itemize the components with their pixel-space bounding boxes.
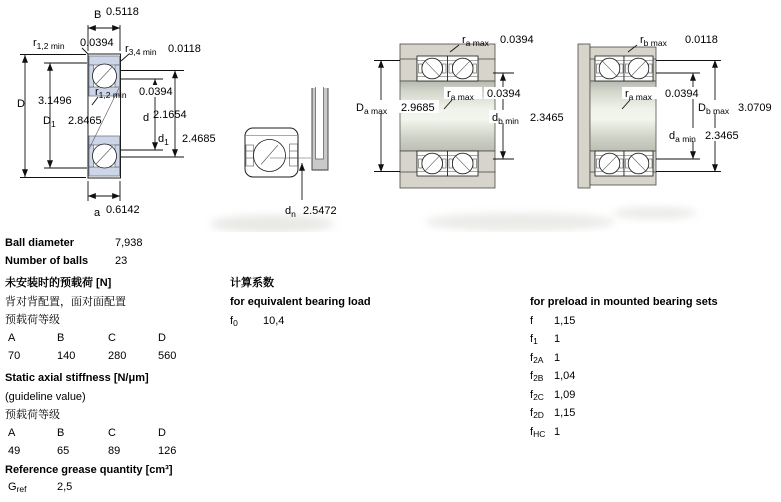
dim-label-a: a 0.6142	[94, 204, 140, 219]
bearing-pair-bottom	[595, 151, 653, 176]
preload-value-B: 140	[57, 350, 76, 362]
dim-label-rb-top: $r_{b max}$ 0.0118	[640, 34, 718, 48]
stiffness-title: Static axial stiffness [N/μm]	[5, 372, 149, 384]
factor-symbol-f2A: $f_{2A}$	[530, 352, 544, 365]
preload-grade-label: 预载荷等级	[5, 314, 60, 326]
stiffness-value-C: 89	[108, 445, 121, 457]
dim-label-ra-inner: $r_{a max}$ 0.0394	[625, 88, 699, 102]
spacer-ring	[312, 87, 328, 170]
dim-label-D: D 3.1496	[17, 95, 72, 110]
f0-symbol: $f_0$	[230, 315, 238, 328]
preload-subtitle: 背对背配置，面对面配置	[5, 296, 126, 308]
ball-diameter-value: 7,938	[115, 237, 143, 249]
shaft-abutment-diagram	[578, 34, 772, 188]
factor-value-f1: 1	[554, 333, 561, 345]
factor-symbol-f2C: $f_{2C}$	[530, 389, 544, 402]
number-of-balls-label: Number of balls	[5, 255, 89, 267]
factor-value-f2C: 1,09	[554, 389, 576, 401]
dim-label-Db: $D_{b max}$ 3.0709	[698, 102, 772, 116]
f0-value: 10,4	[263, 315, 285, 327]
dim-label-da: $d_{a min}$ 2.3465	[669, 130, 739, 144]
stiffness-value-A: 49	[8, 445, 21, 457]
dim-label-r12-top: $r_{1,2 min}$ 0.0394	[33, 37, 114, 51]
grease-value: 2,5	[57, 481, 73, 493]
dim-label-D1: $D_1$ 2.8465	[43, 115, 102, 129]
stiffness-header-A: A	[8, 427, 16, 439]
grease-title: Reference grease quantity [cm³]	[5, 464, 173, 476]
factor-value-f: 1,15	[554, 315, 576, 327]
factor-symbol-f1: $f_1$	[530, 333, 538, 346]
ball-diameter-label: Ball diameter	[5, 237, 75, 249]
ball-top	[93, 64, 117, 88]
bearing-side-view-diagram	[245, 87, 337, 219]
factor-value-fHC: 1	[554, 426, 561, 438]
factor-symbol-f2B: $f_{2B}$	[530, 370, 544, 383]
factor-value-f2B: 1,04	[554, 370, 576, 382]
preload-sets-title: for preload in mounted bearing sets	[530, 296, 718, 308]
stiffness-value-B: 65	[57, 445, 70, 457]
bearing-pair-top	[417, 56, 478, 81]
stiffness-header-B: B	[57, 427, 65, 439]
stiffness-value-D: 126	[158, 445, 177, 457]
dim-label-dn: $d_n$ 2.5472	[285, 205, 337, 219]
stiffness-header-D: D	[158, 427, 166, 439]
dim-label-ra-inner: $r_{a max}$ 0.0394	[447, 88, 521, 102]
dim-label-B: B 0.5118	[94, 6, 139, 21]
factor-symbol-fHC: $f_{HC}$	[530, 426, 546, 439]
preload-header-D: D	[158, 332, 166, 344]
equiv-load-title: for equivalent bearing load	[230, 296, 371, 308]
grease-symbol: $G_{ref}$	[8, 481, 27, 494]
stiffness-grade-label: 预载荷等级	[5, 409, 60, 421]
preload-title: 未安装时的预载荷 [N]	[5, 277, 112, 289]
ball-front	[254, 140, 286, 172]
factor-symbol-f2D: $f_{2D}$	[530, 407, 544, 420]
preload-header-C: C	[108, 332, 116, 344]
preload-value-C: 280	[108, 350, 127, 362]
dim-label-ra-top: $r_{a max}$ 0.0394	[462, 34, 534, 48]
preload-header-A: A	[8, 332, 16, 344]
dim-label-d1: $d_1$ 2.4685	[158, 133, 216, 147]
preload-value-A: 70	[8, 350, 21, 362]
number-of-balls-value: 23	[115, 255, 128, 267]
dim-label-r34: $r_{3,4 min}$ 0.0118	[125, 43, 201, 57]
dim-label-Da: $D_{a max}$ 2.9685	[356, 102, 435, 116]
factor-value-f2A: 1	[554, 352, 561, 364]
technical-diagrams	[0, 0, 781, 232]
diagram-shadows	[210, 207, 697, 232]
stiffness-subtitle: (guideline value)	[5, 391, 86, 403]
bearing-pair-bottom	[417, 151, 478, 176]
bearing-pair-top	[595, 56, 653, 81]
housing-abutment-diagram	[353, 34, 564, 188]
stiffness-header-C: C	[108, 427, 116, 439]
factor-value-f2D: 1,15	[554, 407, 576, 419]
ball-bottom	[93, 144, 117, 168]
bearing-cross-section-diagram	[17, 6, 216, 219]
calc-title: 计算系数	[230, 277, 274, 289]
dim-label-r12-inner: $r_{1,2 min}$ 0.0394	[95, 86, 173, 100]
dim-label-db: $d_{b min}$ 2.3465	[492, 112, 564, 126]
dim-label-d: d 2.1654	[143, 109, 187, 124]
factor-symbol-f: f	[530, 315, 534, 327]
preload-value-D: 560	[158, 350, 177, 362]
preload-header-B: B	[57, 332, 65, 344]
